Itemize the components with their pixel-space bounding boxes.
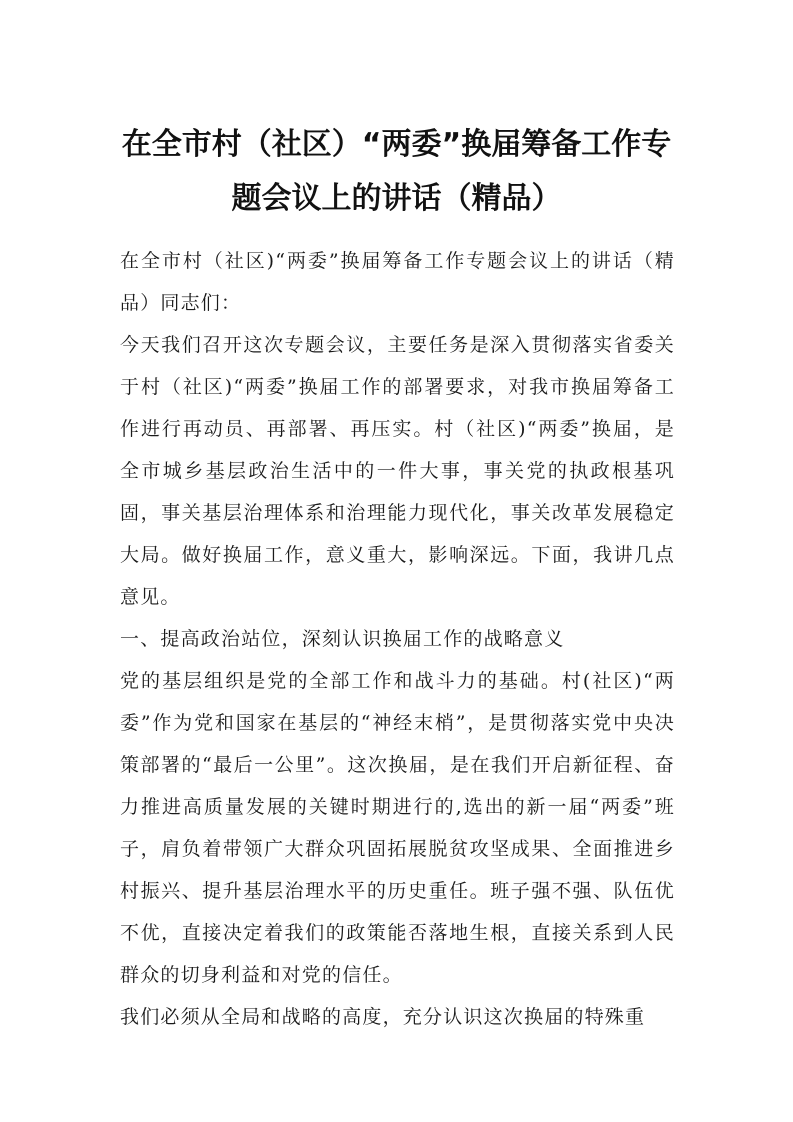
paragraph-intro: 在全市村（社区)“两委”换届筹备工作专题会议上的讲话（精品）同志们： [120,250,675,314]
document-body [120,240,675,1038]
paragraph-continued: 我们必须从全局和战略的高度，充分认识这次换届的特殊重 [120,1006,646,1028]
paragraph-opening: 今天我们召开这次专题会议，主要任务是深入贯彻落实省委关于村（社区)“两委”换届工作的部署要求，对我市换届筹备工作进行再动员、再部署、再压实。村（社区)“两委”换届，是全市城乡基层政治生活中的一件大事，事关党的执政根基巩固，事关基层治理体系和治理能力现代化，事关改革发展稳定大局。做好换届工作，意义重大，影响深远。下面，我讲几点意见。 [120,334,675,608]
section-heading-1: 一、提高政治站位，深刻认识换届工作的战略意义 [120,628,565,650]
paragraph-section-1: 党的基层组织是党的全部工作和战斗力的基础。村(社区)“两委”作为党和国家在基层的“神经末梢”，是贯彻落实党中央决策部署的“最后一公里”。这次换届，是在我们开启新征程、奋力推进高质量发展的关键时期进行的,选出的新一届“两委”班子，肩负着带领广大群众巩固拓展脱贫攻坚成果、全面推进乡村振兴、提升基层治理水平的历史重任。班子强不强、队伍优不优，直接决定着我们的政策能否落地生根，直接关系到人民群众的切身利益和对党的信任。 [120,670,675,986]
document-title: 在全市村（社区）“两委”换届筹备工作专题会议上的讲话（精品） [121,127,672,216]
